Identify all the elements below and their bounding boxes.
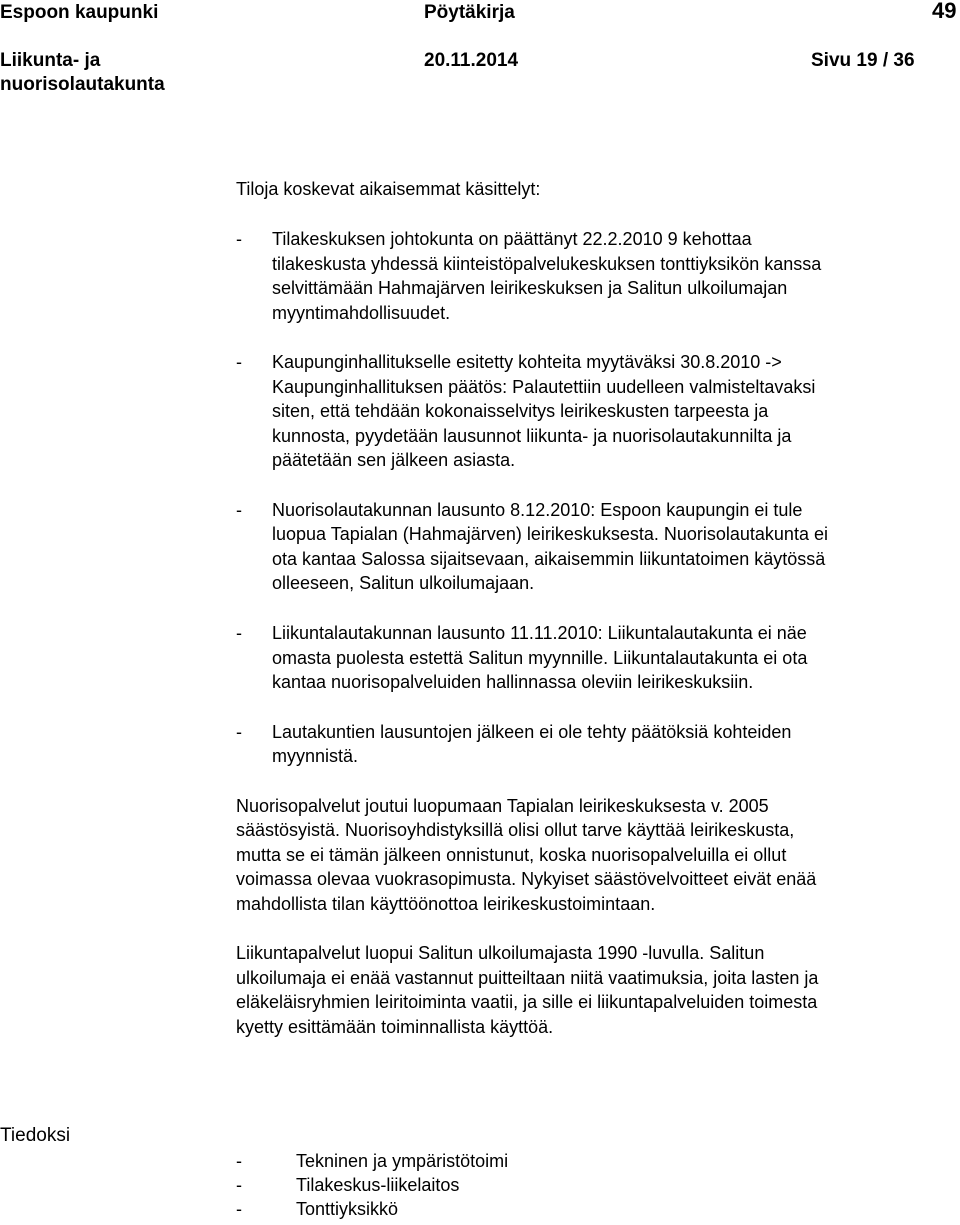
list-dash: -	[236, 1151, 242, 1171]
list-item-line: ota kantaa Salossa sijaitsevaan, aikaisemmin liikuntatoimen käytössä	[272, 549, 826, 569]
list-dash: -	[236, 352, 242, 372]
list-item-line: Lautakuntien lausuntojen jälkeen ei ole tehty päätöksiä kohteiden	[272, 722, 792, 742]
paragraph-line: kyetty esittämään toiminnallista käyttöä.	[236, 1017, 554, 1037]
recipient-item: Tekninen ja ympäristötoimi	[296, 1151, 509, 1171]
paragraph-line: Liikuntapalvelut luopui Salitun ulkoilumajasta 1990 -luvulla. Salitun	[236, 943, 765, 963]
department-line-1: Liikunta- ja	[0, 50, 101, 71]
page-number: Sivu 19 / 36	[811, 50, 915, 71]
list-item-line: selvittämään Hahmajärven leirikeskuksen ja Salitun ulkoilumajan	[272, 278, 788, 298]
list-item-line: Tilakeskuksen johtokunta on päättänyt 22.2.2010 9 kehottaa	[272, 229, 752, 249]
document-type: Pöytäkirja	[424, 2, 515, 23]
list-item-line: myyntimahdollisuudet.	[272, 303, 451, 323]
meeting-date: 20.11.2014	[424, 50, 519, 71]
list-item-line: olleeseen, Salitun ulkoilumajaan.	[272, 573, 535, 593]
recipient-item: Tilakeskus-liikelaitos	[296, 1175, 460, 1195]
list-item-line: Liikuntalautakunnan lausunto 11.11.2010: Liikuntalautakunta ei näe	[272, 623, 807, 643]
paragraph-line: ulkoilumaja ei enää vastannut puitteiltaan niitä vaatimuksia, joita lasten ja	[236, 968, 819, 988]
tiedoksi-label: Tiedoksi	[0, 1125, 71, 1146]
list-dash: -	[236, 229, 242, 249]
department-line-2: nuorisolautakunta	[0, 74, 165, 95]
paragraph-line: eläkeläisryhmien leiritoiminta vaatii, ja sille ei liikuntapalveluiden toimesta	[236, 992, 818, 1012]
list-dash: -	[236, 722, 242, 742]
list-item-line: Kaupunginhallituksen päätös: Palautettiin uudelleen valmisteltavaksi	[272, 377, 816, 397]
list-item-line: siten, että tehdään kokonaisselvitys leirikeskusten tarpeesta ja	[272, 401, 769, 421]
list-item-line: kunnosta, pyydetään lausunnot liikunta- ja nuorisolautakunnilta ja	[272, 426, 792, 446]
list-item-line: Kaupunginhallitukselle esitetty kohteita myytäväksi 30.8.2010 ->	[272, 352, 782, 372]
list-item-line: myynnistä.	[272, 746, 359, 766]
paragraph-line: Nuorisopalvelut joutui luopumaan Tapialan leirikeskuksesta v. 2005	[236, 796, 769, 816]
recipient-item: Tonttiyksikkö	[296, 1199, 399, 1219]
list-dash: -	[236, 1175, 242, 1195]
list-item-line: omasta puolesta estettä Salitun myynnille. Liikuntalautakunta ei ota	[272, 648, 808, 668]
paragraph-line: mutta se ei tämän jälkeen onnistunut, koska nuorisopalveluilla ei ollut	[236, 845, 787, 865]
list-item-line: kantaa nuorisopalveluiden hallinnassa oleviin leirikeskuksiin.	[272, 672, 754, 692]
paragraph-line: mahdollista tilan käyttöönottoa leirikeskustoimintaan.	[236, 894, 656, 914]
list-dash: -	[236, 500, 242, 520]
list-item-line: päätetään sen jälkeen asiasta.	[272, 450, 516, 470]
item-number: 49	[932, 0, 957, 23]
org-name: Espoon kaupunki	[0, 2, 159, 23]
list-item-line: Nuorisolautakunnan lausunto 8.12.2010: Espoon kaupungin ei tule	[272, 500, 803, 520]
paragraph-line: voimassa olevaa vuokrasopimusta. Nykyiset säästövelvoitteet eivät enää	[236, 869, 817, 889]
paragraph-line: säästösyistä. Nuorisoyhdistyksillä olisi ollut tarve käyttää leirikeskusta,	[236, 820, 795, 840]
list-item-line: luopua Tapialan (Hahmajärven) leirikeskuksesta. Nuorisolautakunta ei	[272, 524, 828, 544]
section-heading: Tiloja koskevat aikaisemmat käsittelyt:	[236, 179, 541, 199]
list-item-line: tilakeskusta yhdessä kiinteistöpalvelukeskuksen tonttiyksikön kanssa	[272, 254, 822, 274]
list-dash: -	[236, 623, 242, 643]
list-dash: -	[236, 1199, 242, 1219]
